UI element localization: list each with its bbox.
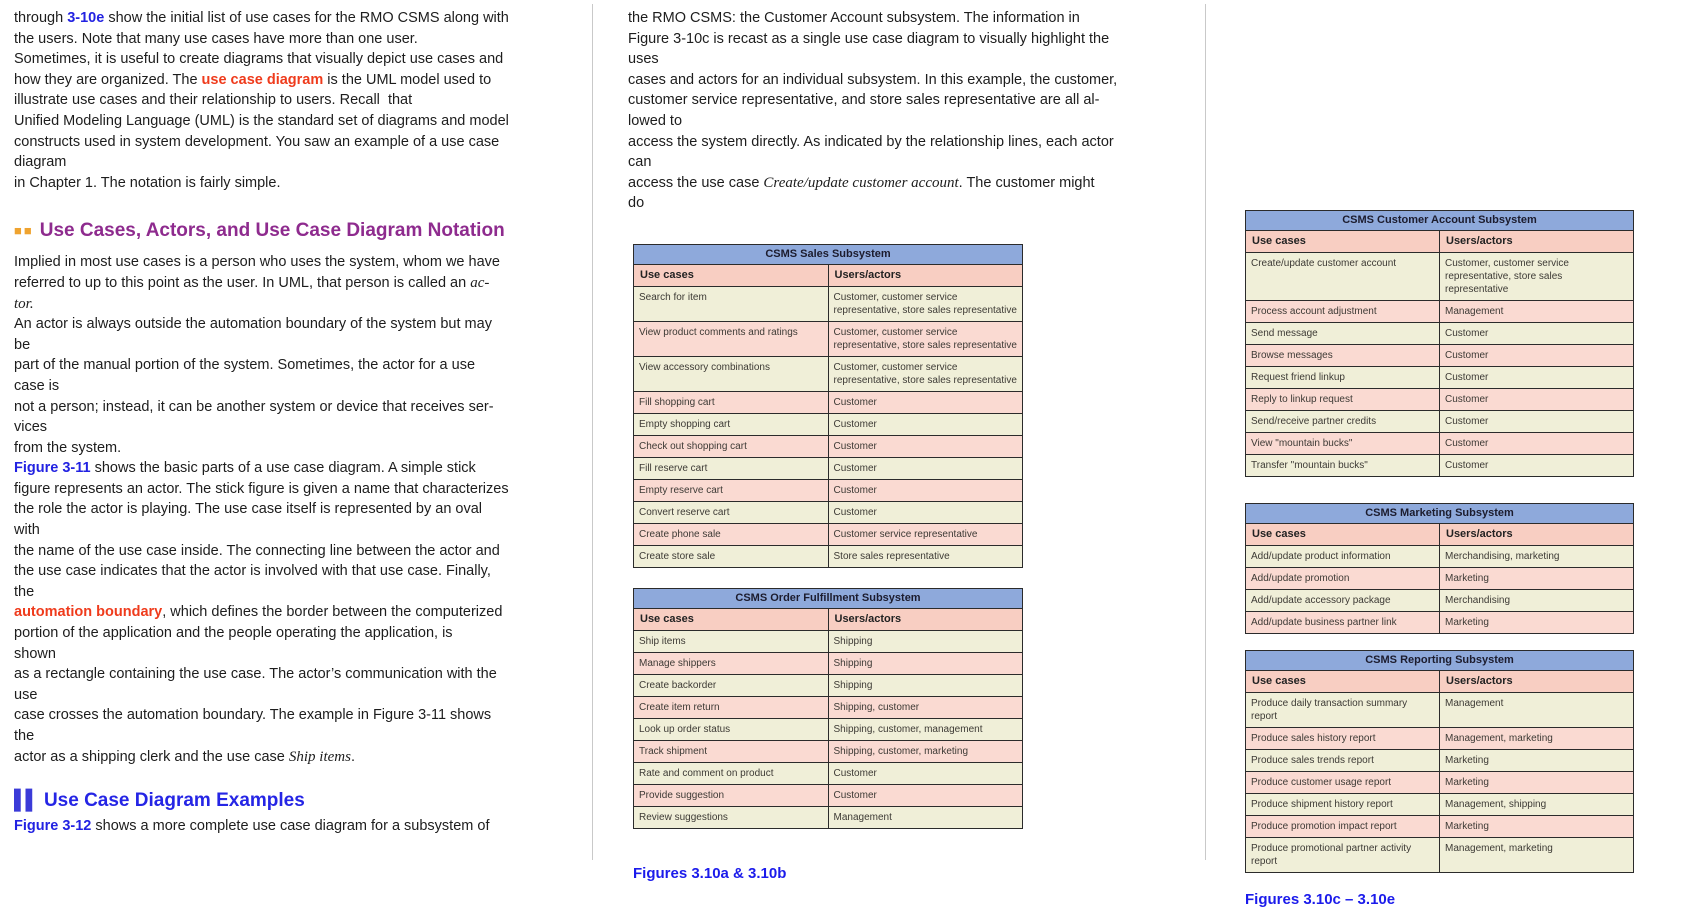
use-case-cell: Check out shopping cart — [634, 435, 829, 457]
use-case-cell: Reply to linkup request — [1246, 389, 1440, 411]
use-cases-header: Use cases — [634, 608, 829, 630]
column-divider — [592, 4, 593, 860]
use-case-cell: Produce promotional partner activity report — [1246, 838, 1440, 873]
users-actors-cell: Marketing — [1440, 750, 1634, 772]
figure-link[interactable]: Figure 3-11 — [14, 460, 91, 477]
table-row — [634, 696, 1023, 718]
left-text-column — [14, 8, 586, 837]
users-actors-cell: Management, shipping — [1440, 794, 1634, 816]
text-line — [14, 132, 586, 153]
table-row — [1246, 772, 1634, 794]
use-case-table — [1245, 503, 1634, 634]
use-case-table — [633, 244, 1023, 568]
table-row — [634, 356, 1023, 391]
users-actors-cell: Customer, customer service representative, store sales representative — [1440, 253, 1634, 301]
table-row — [1246, 367, 1634, 389]
use-cases-header: Use cases — [1246, 671, 1440, 693]
table-title-row — [1246, 504, 1634, 524]
text-segment: . — [350, 748, 355, 765]
text-line — [14, 376, 586, 397]
use-case-cell: Create item return — [634, 696, 829, 718]
table-row — [1246, 301, 1634, 323]
section-heading-text: Use Cases, Actors, and Use Case Diagram Notation — [39, 220, 505, 242]
text-segment: tor. — [14, 295, 34, 312]
text-line — [628, 8, 1198, 29]
table-row — [1246, 794, 1634, 816]
table-row — [634, 630, 1023, 652]
text-line — [628, 90, 1198, 111]
table-row — [634, 391, 1023, 413]
paragraph — [14, 252, 586, 767]
column-divider — [1205, 4, 1206, 860]
users-actors-cell: Merchandising — [1440, 590, 1634, 612]
table-title: CSMS Reporting Subsystem — [1246, 651, 1634, 671]
use-case-cell: Produce daily transaction summary report — [1246, 693, 1440, 728]
table-title: CSMS Order Fulfillment Subsystem — [634, 588, 1023, 608]
column-header-row — [634, 264, 1023, 286]
key-term-link[interactable]: use case diagram — [201, 71, 324, 88]
paragraph — [14, 8, 586, 193]
text-segment: show the initial list of use cases for the RMO CSMS along with — [104, 10, 509, 26]
text-segment: access the system directly. As indicated by the relationship lines, each actor — [628, 133, 1114, 150]
table-row — [634, 286, 1023, 321]
use-case-cell: Review suggestions — [634, 806, 829, 828]
text-line — [14, 705, 586, 726]
table-title: CSMS Sales Subsystem — [634, 244, 1023, 264]
table-row — [1246, 433, 1634, 455]
text-line — [14, 685, 586, 706]
users-actors-cell: Customer, customer service representative, store sales representative — [828, 286, 1023, 321]
use-case-cell: Add/update product information — [1246, 546, 1440, 568]
text-segment: uses — [628, 51, 659, 68]
text-segment: diagram — [14, 154, 67, 171]
use-case-cell: View "mountain bucks" — [1246, 433, 1440, 455]
text-segment: constructs used in system development. You saw an example of a use case — [14, 133, 500, 150]
text-line — [14, 664, 586, 685]
use-case-cell: Request friend linkup — [1246, 367, 1440, 389]
text-segment: Create/update customer account — [763, 174, 959, 191]
text-line — [14, 49, 586, 70]
text-segment: in Chapter 1. The notation is fairly simple. — [14, 174, 281, 191]
subsection-heading-text: Use Case Diagram Examples — [43, 790, 305, 812]
use-case-cell: Empty reserve cart — [634, 479, 829, 501]
text-line — [628, 70, 1198, 91]
use-case-cell: Create store sale — [634, 545, 829, 567]
table-row — [634, 501, 1023, 523]
use-case-cell: View accessory combinations — [634, 356, 829, 391]
use-case-cell: Browse messages — [1246, 345, 1440, 367]
text-segment: shows the basic parts of a use case diagram. A simple stick — [90, 460, 476, 477]
table-row — [634, 523, 1023, 545]
text-segment: Figure 3-10c is recast as a single use case diagram to visually highlight the — [628, 30, 1110, 47]
use-cases-header: Use cases — [634, 264, 829, 286]
table-row — [634, 413, 1023, 435]
users-actors-cell: Customer — [828, 391, 1023, 413]
text-line — [14, 29, 586, 50]
order-fulfillment-subsystem-table — [633, 588, 1198, 829]
text-segment: Ship items — [288, 748, 351, 765]
use-case-cell: Convert reserve cart — [634, 501, 829, 523]
text-segment: vices — [14, 419, 48, 436]
users-actors-cell: Marketing — [1440, 612, 1634, 634]
table-row — [1246, 345, 1634, 367]
use-case-cell: Create phone sale — [634, 523, 829, 545]
text-line — [14, 438, 586, 459]
use-case-cell: Produce sales trends report — [1246, 750, 1440, 772]
use-case-cell: Search for item — [634, 286, 829, 321]
text-segment: the users. Note that many use cases have more than one user. — [14, 30, 418, 47]
use-case-table — [633, 588, 1023, 829]
table-title-row — [634, 244, 1023, 264]
column-header-row — [634, 608, 1023, 630]
text-segment: through — [14, 10, 68, 26]
text-segment: do — [628, 195, 645, 212]
table-row — [634, 652, 1023, 674]
text-line — [628, 132, 1198, 153]
users-actors-header: Users/actors — [1440, 671, 1634, 693]
table-row — [1246, 389, 1634, 411]
text-segment: case crosses the automation boundary. The example in Figure 3-11 shows — [14, 707, 492, 724]
text-segment: be — [14, 336, 31, 353]
use-cases-header: Use cases — [1246, 231, 1440, 253]
middle-tables — [633, 244, 1198, 882]
use-case-cell: Rate and comment on product — [634, 762, 829, 784]
text-line — [14, 644, 586, 665]
users-actors-cell: Customer — [1440, 433, 1634, 455]
use-case-cell: Create/update customer account — [1246, 253, 1440, 301]
use-case-cell: Ship items — [634, 630, 829, 652]
table-title-row — [634, 588, 1023, 608]
table-row — [1246, 590, 1634, 612]
text-segment: . The customer might — [958, 174, 1095, 191]
text-segment: illustrate use cases and their relationship to users. Recall that — [14, 92, 413, 109]
text-segment: referred to up to this point as the user. In UML, that person is called an — [14, 274, 471, 291]
table-row — [1246, 455, 1634, 477]
users-actors-cell: Customer — [1440, 411, 1634, 433]
table-row — [1246, 411, 1634, 433]
text-line — [14, 252, 586, 273]
text-segment: is the UML model used to — [323, 71, 492, 88]
text-line — [628, 152, 1198, 173]
users-actors-cell: Customer, customer service representative, store sales representative — [828, 321, 1023, 356]
text-segment: lowed to — [628, 112, 683, 129]
text-line — [14, 561, 586, 582]
paragraph — [628, 8, 1198, 214]
text-line — [14, 355, 586, 376]
users-actors-cell: Marketing — [1440, 772, 1634, 794]
marketing-subsystem-table — [1245, 503, 1634, 634]
text-segment: not a person; instead, it can be another system or device that receives ser- — [14, 398, 494, 415]
text-segment: from the system. — [14, 439, 122, 456]
table-row — [1246, 816, 1634, 838]
table-title-row — [1246, 211, 1634, 231]
text-segment: shown — [14, 645, 56, 662]
text-line — [628, 29, 1198, 50]
text-line — [628, 173, 1198, 194]
users-actors-header: Users/actors — [828, 608, 1023, 630]
use-cases-header: Use cases — [1246, 524, 1440, 546]
use-case-cell: Send message — [1246, 323, 1440, 345]
table-row — [634, 674, 1023, 696]
column-header-row — [1246, 524, 1634, 546]
paragraph — [14, 816, 586, 837]
table-row — [634, 545, 1023, 567]
users-actors-header: Users/actors — [828, 264, 1023, 286]
text-segment: portion of the application and the people operating the application, is — [14, 625, 453, 642]
text-segment: use — [14, 686, 38, 703]
use-case-cell: Add/update accessory package — [1246, 590, 1440, 612]
text-line — [628, 193, 1198, 214]
users-actors-cell: Management, marketing — [1440, 728, 1634, 750]
subsection-heading-diagram-examples — [14, 789, 586, 812]
reporting-subsystem-table — [1245, 650, 1634, 873]
right-column — [1245, 210, 1634, 908]
text-line — [14, 816, 586, 837]
table-row — [1246, 253, 1634, 301]
text-line — [628, 49, 1198, 70]
users-actors-cell: Customer — [828, 435, 1023, 457]
table-row — [634, 740, 1023, 762]
users-actors-cell: Customer — [828, 784, 1023, 806]
use-case-cell: Produce promotion impact report — [1246, 816, 1440, 838]
table-row — [1246, 693, 1634, 728]
use-case-cell: Create backorder — [634, 674, 829, 696]
text-segment: the — [14, 583, 35, 600]
figure-link[interactable]: Figure 3-12 — [14, 818, 92, 835]
text-line — [14, 335, 586, 356]
users-actors-cell: Customer, customer service representative, store sales representative — [828, 356, 1023, 391]
use-case-cell: Produce shipment history report — [1246, 794, 1440, 816]
figure-caption-310ab: Figures 3.10a & 3.10b — [633, 864, 787, 882]
text-line — [14, 602, 586, 623]
table-row — [1246, 838, 1634, 873]
text-segment: as a rectangle containing the use case. The actor’s communication with the — [14, 666, 497, 683]
text-line — [14, 397, 586, 418]
use-case-cell: Send/receive partner credits — [1246, 411, 1440, 433]
text-segment: can — [628, 154, 652, 171]
text-segment: the RMO CSMS: the Customer Account subsystem. The information in — [628, 10, 1080, 26]
users-actors-cell: Management — [1440, 693, 1634, 728]
users-actors-cell: Store sales representative — [828, 545, 1023, 567]
table-title-row — [1246, 651, 1634, 671]
table-row — [1246, 568, 1634, 590]
table-row — [634, 479, 1023, 501]
users-actors-cell: Customer — [828, 413, 1023, 435]
users-actors-cell: Shipping, customer, management — [828, 718, 1023, 740]
text-segment: the role the actor is playing. The use case itself is represented by an oval — [14, 501, 483, 518]
text-segment: Unified Modeling Language (UML) is the standard set of diagrams and model — [14, 112, 509, 129]
use-case-cell: Add/update promotion — [1246, 568, 1440, 590]
users-actors-cell: Customer — [1440, 323, 1634, 345]
use-case-cell: Empty shopping cart — [634, 413, 829, 435]
use-case-table — [1245, 650, 1634, 873]
use-case-cell: Fill shopping cart — [634, 391, 829, 413]
table-row — [1246, 546, 1634, 568]
users-actors-cell: Marketing — [1440, 568, 1634, 590]
text-line — [14, 173, 586, 194]
orange-squares-icon: ■■ — [14, 223, 34, 239]
users-actors-cell: Shipping, customer — [828, 696, 1023, 718]
use-case-table — [1245, 210, 1634, 477]
use-case-cell: Transfer "mountain bucks" — [1246, 455, 1440, 477]
table-title: CSMS Marketing Subsystem — [1246, 504, 1634, 524]
table-row — [1246, 323, 1634, 345]
users-actors-cell: Customer — [1440, 455, 1634, 477]
users-actors-cell: Merchandising, marketing — [1440, 546, 1634, 568]
users-actors-cell: Customer service representative — [828, 523, 1023, 545]
customer-account-subsystem-table — [1245, 210, 1634, 477]
text-segment: ac- — [470, 274, 490, 291]
text-segment: the name of the use case inside. The connecting line between the actor and — [14, 542, 500, 559]
users-actors-cell: Customer — [828, 762, 1023, 784]
table-row — [634, 762, 1023, 784]
figure-link[interactable]: 3-10e — [67, 10, 105, 26]
use-case-cell: Add/update business partner link — [1246, 612, 1440, 634]
users-actors-cell: Marketing — [1440, 816, 1634, 838]
text-line — [14, 152, 586, 173]
use-case-cell: Fill reserve cart — [634, 457, 829, 479]
users-actors-cell: Shipping — [828, 674, 1023, 696]
text-line — [14, 623, 586, 644]
table-row — [634, 784, 1023, 806]
text-line — [14, 499, 586, 520]
users-actors-cell: Shipping — [828, 652, 1023, 674]
users-actors-cell: Shipping — [828, 630, 1023, 652]
text-line — [14, 458, 586, 479]
use-case-cell: Look up order status — [634, 718, 829, 740]
text-line — [14, 8, 586, 29]
text-line — [628, 111, 1198, 132]
text-segment: how they are organized. The — [14, 71, 202, 88]
users-actors-cell: Shipping, customer, marketing — [828, 740, 1023, 762]
blue-bars-icon: ▌▌ — [14, 790, 37, 812]
text-segment: with — [14, 522, 40, 539]
use-case-cell: Track shipment — [634, 740, 829, 762]
section-heading-use-cases-actors — [14, 219, 586, 243]
text-segment: case is — [14, 377, 60, 394]
text-line — [14, 520, 586, 541]
users-actors-cell: Customer — [828, 479, 1023, 501]
users-actors-header: Users/actors — [1440, 231, 1634, 253]
text-segment: shows a more complete use case diagram for a subsystem of — [91, 818, 490, 835]
key-term-link[interactable]: automation boundary — [14, 604, 163, 621]
users-actors-cell: Customer — [1440, 389, 1634, 411]
table-row — [634, 806, 1023, 828]
text-line — [14, 747, 586, 768]
use-case-cell: Process account adjustment — [1246, 301, 1440, 323]
text-line — [14, 314, 586, 335]
text-segment: customer service representative, and store sales representative are all al- — [628, 92, 1100, 109]
table-row — [1246, 612, 1634, 634]
middle-column — [628, 8, 1198, 882]
use-case-cell: Manage shippers — [634, 652, 829, 674]
users-actors-cell: Customer — [1440, 345, 1634, 367]
users-actors-cell: Management, marketing — [1440, 838, 1634, 873]
table-row — [634, 457, 1023, 479]
text-line — [14, 294, 586, 315]
text-segment: , which defines the border between the computerized — [162, 604, 503, 621]
users-actors-cell: Management — [828, 806, 1023, 828]
text-segment: the use case indicates that the actor is involved with that use case. Finally, — [14, 563, 491, 580]
users-actors-cell: Customer — [828, 457, 1023, 479]
users-actors-header: Users/actors — [1440, 524, 1634, 546]
text-line — [14, 273, 586, 294]
text-segment: actor as a shipping clerk and the use case — [14, 748, 289, 765]
use-case-cell: View product comments and ratings — [634, 321, 829, 356]
text-line — [14, 417, 586, 438]
column-header-row — [1246, 671, 1634, 693]
use-case-cell: Provide suggestion — [634, 784, 829, 806]
column-header-row — [1246, 231, 1634, 253]
use-case-cell: Produce customer usage report — [1246, 772, 1440, 794]
text-segment: part of the manual portion of the system. Sometimes, the actor for a use — [14, 357, 476, 374]
users-actors-cell: Customer — [828, 501, 1023, 523]
use-case-cell: Produce sales history report — [1246, 728, 1440, 750]
table-row — [634, 321, 1023, 356]
text-segment: the — [14, 728, 35, 744]
text-segment: cases and actors for an individual subsystem. In this example, the customer, — [628, 71, 1118, 88]
table-row — [634, 718, 1023, 740]
text-line — [14, 90, 586, 111]
text-segment: An actor is always outside the automation boundary of the system but may — [14, 316, 492, 333]
table-row — [1246, 750, 1634, 772]
users-actors-cell: Management — [1440, 301, 1634, 323]
table-row — [634, 435, 1023, 457]
text-segment: Implied in most use cases is a person who uses the system, whom we have — [14, 254, 500, 271]
text-line — [14, 582, 586, 603]
text-segment: Sometimes, it is useful to create diagrams that visually depict use cases and — [14, 51, 504, 68]
table-title: CSMS Customer Account Subsystem — [1246, 211, 1634, 231]
text-line — [14, 726, 586, 747]
figure-caption-310ce: Figures 3.10c – 3.10e — [1245, 891, 1396, 908]
text-segment: access the use case — [628, 174, 764, 191]
text-segment: figure represents an actor. The stick figure is given a name that characterizes — [14, 480, 509, 497]
text-line — [14, 479, 586, 500]
text-line — [14, 541, 586, 562]
text-line — [14, 111, 586, 132]
sales-subsystem-table — [633, 244, 1198, 568]
table-row — [1246, 728, 1634, 750]
text-line — [14, 70, 586, 91]
users-actors-cell: Customer — [1440, 367, 1634, 389]
